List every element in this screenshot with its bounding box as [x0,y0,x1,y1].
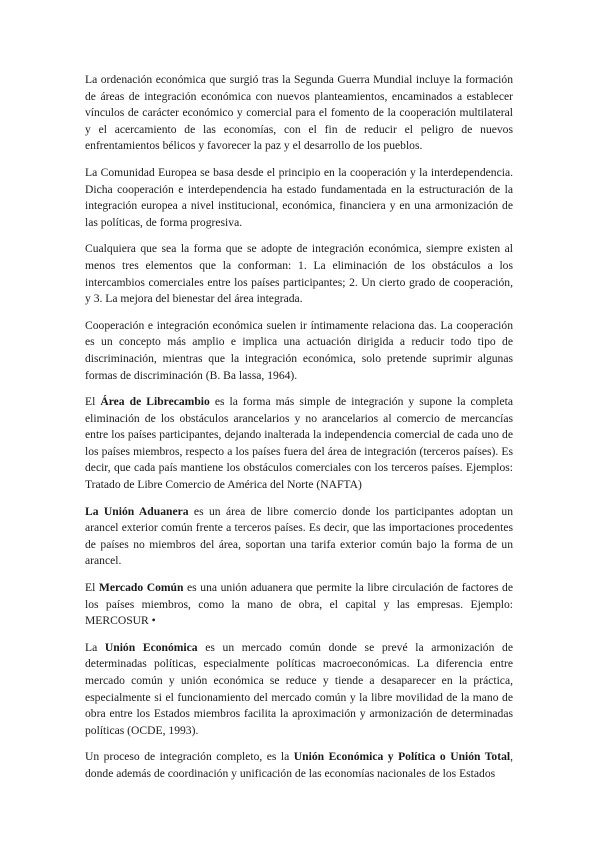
paragraph-common-market-post: es una unión aduanera que permite la libre circulación de factores de los países miembros, como la mano de obra, el capital y las empresas. Ejemplo: MERCOSUR • [85,581,513,628]
term-common-market: Mercado Común [98,581,184,595]
paragraph-european-community: La Comunidad Europea se basa desde el principio en la cooperación y la interdependencia. Dicha cooperación e interdependencia ha estado fundamentada en la estructuración de la integración europea a nivel institucional, económica, financiera y en una armonización de las políticas, de forma progresiva. [85,165,513,229]
paragraph-customs-union-post: es un área de libre comercio donde los participantes adoptan un arancel exterior común frente a terceros países. Es decir, que las importaciones procedentes de países no miembros del área, soportan una tarifa exterior común bajo la forma de un arancel. [85,504,513,568]
paragraph-common-market [85,580,513,630]
document-page [85,72,513,793]
paragraph-cooperation-vs-integration: Cooperación e integración económica suelen ir íntimamente relaciona das. La cooperación es un concepto más amplio e implica una actuación dirigida a reducir todo tipo de discriminación, mientras que la integración económica, solo pretende suprimir algunas formas de discriminación (B. Ba lassa, 1964). [85,318,513,382]
paragraph-free-trade-area-pre: El [85,395,101,409]
paragraph-postwar-integration: La ordenación económica que surgió tras la Segunda Guerra Mundial incluye la formación de áreas de integración económica con nuevos planteamientos, encaminados a establecer vínculos de carácter económico y comercial para el fomento de la cooperación multilateral y el acercamiento de las economías, con el fin de reducir el peligro de nuevos enfrentamientos bélicos y favorecer la paz y el desarrollo de los pueblos. [85,73,513,153]
paragraph-free-trade-area [85,394,513,494]
paragraph-total-union-pre: Un proceso de integración completo, es la [85,750,294,764]
paragraph-economic-union-post: es un mercado común donde se prevé la armonización de determinadas políticas, especialmente políticas macroeconómicas. La diferencia entre mercado común y unión económica se reduce y tiende a desaparecer en la práctica, especialmente si el funcionamiento del mercado común y la libre movilidad de la mano de obra entre los Estados miembros facilita la aproximación y armonización de determinadas políticas (OCDE, 1993). [85,640,513,737]
term-economic-union: Unión Económica [104,640,198,654]
paragraph-total-union-post: , donde además de coordinación y unificación de las economías nacionales de los Estados [85,750,514,780]
paragraph-common-market-pre: El [85,581,99,595]
paragraph-integration-elements: Cualquiera que sea la forma que se adopte de integración económica, siempre existen al menos tres elementos que la conforman: 1. La eliminación de los obstáculos a los intercambios comerciales entre los países participantes; 2. Un cierto grado de cooperación, y 3. La mejora del bienestar del área integrada. [85,242,513,306]
paragraph-economic-union [85,640,513,740]
term-total-union: Unión Económica y Política o Unión Total [293,750,511,764]
term-free-trade-area: Área de Librecambio [100,395,210,409]
paragraph-total-union [85,749,513,782]
paragraph-economic-union-pre: La [85,640,105,654]
term-customs-union: La Unión Aduanera [85,504,189,518]
paragraph-customs-union [85,504,513,570]
paragraph-free-trade-area-post: es la forma más simple de integración y supone la completa eliminación de los obstáculos arancelarios y no arancelarios al comercio de mercancías entre los países participantes, dejando inalterada la independencia comercial de cada uno de los países miembros, respecto a los países fuera del área de integración (terceros países). Es decir, que cada país mantiene los obstáculos comerciales con los terceros países. Ejemplos: Tratado de Libre Comercio de América del Norte (NAFTA) [85,395,513,492]
